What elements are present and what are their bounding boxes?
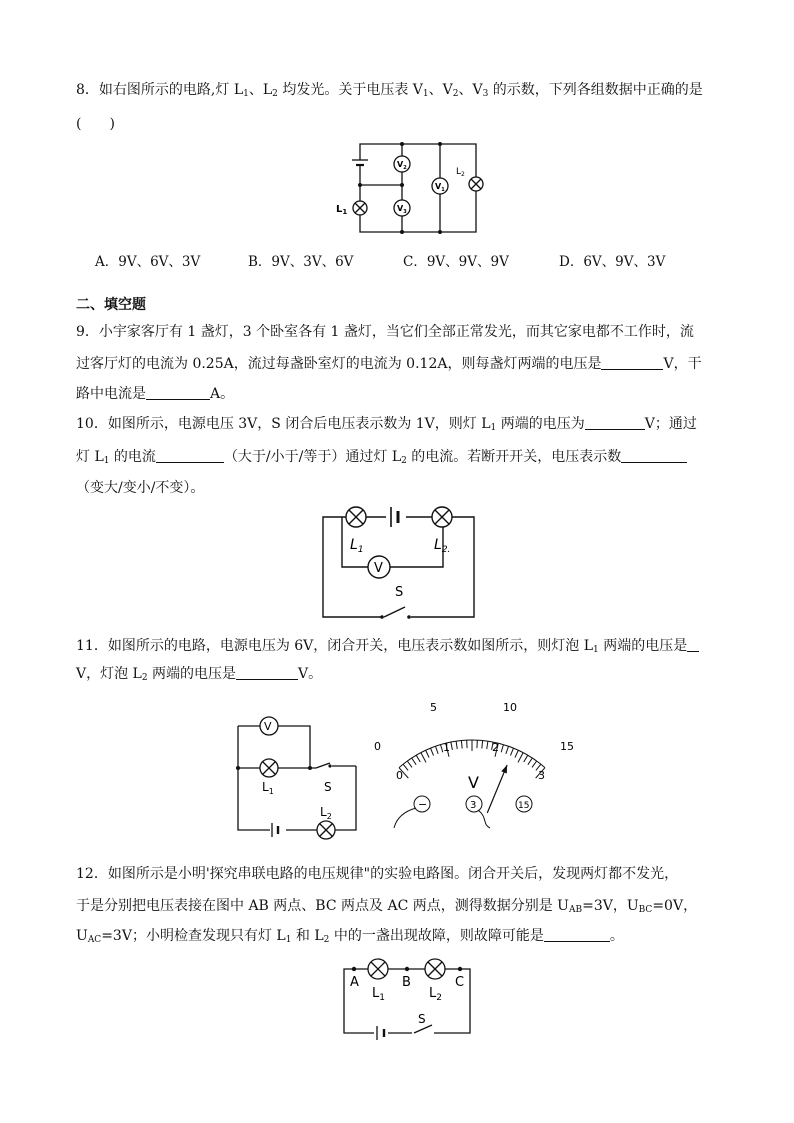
meter-tick	[501, 745, 503, 753]
q10-blank-meter-change[interactable]	[621, 448, 687, 463]
q10-label-l2: $L_{2.}$	[434, 537, 451, 555]
q8-meter-v1: $V_1$	[435, 182, 445, 193]
meter-needle-arrow	[501, 765, 507, 774]
meter-tick	[487, 741, 488, 749]
q9-line-2: 过客厅灯的电流为 0.25A，流过每盏卧室灯的电流为 0.12A，则每盏灯两端的电压是 V，干	[76, 356, 702, 372]
meter-tick	[451, 742, 453, 750]
q10-line-2: 灯 $L_1$ 的电流 （大于/小于/等于）通过灯 $L_2$ 的电流。若断开开关，电压表示数	[76, 447, 687, 471]
meter-tick	[416, 755, 420, 762]
q9-blank-voltage[interactable]	[601, 355, 663, 370]
terminal-negative: −	[418, 798, 428, 811]
meter-tick	[524, 755, 528, 762]
q8-meter-v2: $V_2$	[397, 160, 407, 171]
q10-line-3: （变大/变小/不变）。	[76, 480, 205, 496]
meter-bottom-label-0: 0	[396, 769, 403, 782]
q11-label-l1: $L_1$	[262, 780, 274, 796]
q11-line-1: 11．如图所示的电路，电源电压为 6V，闭合开关，电压表示数如图所示，则灯泡 $L_1$ 两端的电压是	[76, 636, 699, 660]
q8-line-1: 8．如右图所示的电路,灯 $L_1$、$L_2$ 均发光。关于电压表 $V_1$、$V_2$、$V_3$ 的示数，下列各组数据中正确的是	[76, 82, 703, 99]
meter-tick	[518, 753, 523, 763]
q10-meter-v: V	[374, 561, 383, 576]
q10-blank-voltage[interactable]	[585, 415, 645, 430]
q12-circuit-diagram	[340, 955, 476, 1039]
q12-label-l2: $L_2$	[429, 986, 442, 1003]
q8-option-a[interactable]: A．9V、6V、3V	[95, 254, 201, 270]
meter-top-label-0: 0	[374, 740, 381, 753]
q10-line-1: 10．如图所示，电源电压 3V，S 闭合后电压表示数为 1V，则灯 $L_1$ 两端的电压为 V；通过	[76, 416, 697, 433]
meter-bottom-label-2: 2	[492, 741, 499, 754]
q8-option-b[interactable]: B．9V、3V、6V	[248, 254, 354, 270]
meter-tick	[403, 764, 408, 770]
meter-tick	[407, 761, 412, 767]
q8-option-c[interactable]: C．9V、9V、9V	[403, 254, 509, 270]
q8-answer-bracket: ( )	[76, 116, 115, 132]
q8-circuit-diagram	[330, 136, 490, 246]
q9-line-1: 9．小宇家客厅有 1 盏灯，3 个卧室各有 1 盏灯，当它们全部正常发光，而其它家电都不工作时，流	[76, 324, 694, 340]
meter-tick	[421, 753, 426, 763]
q8-label-l1: $L_1$	[336, 204, 348, 216]
meter-top-label-10: 10	[503, 701, 517, 714]
meter-tick	[528, 758, 532, 765]
q12-label-switch: S	[418, 1012, 426, 1026]
terminal-3: 3	[470, 800, 477, 811]
meter-bottom-label-3: 3	[538, 769, 545, 782]
q8-option-d[interactable]: D．6V、9V、3V	[559, 254, 666, 270]
q12-point-a: A	[350, 975, 359, 990]
section-heading: 二、填空题	[76, 297, 146, 313]
q11-blank-l1-voltage[interactable]	[687, 637, 699, 652]
q12-line-2: 于是分别把电压表接在图中 AB 两点、BC 两点及 AC 两点，测得数据分别是 $U_{AB}=3V$，$U_{BC}=0V$，	[76, 898, 698, 915]
terminal-15: 15	[518, 801, 530, 811]
q12-line-1: 12．如图所示是小明'探究串联电路的电压规律"的实验电路图。闭合开关后，发现两灯都不发光，	[76, 866, 679, 882]
meter-bottom-label-1: 1	[443, 741, 450, 754]
q10-label-l1: $L_1$	[350, 537, 364, 555]
meter-tick	[412, 758, 416, 765]
q8-meter-v3: $V_3$	[397, 204, 407, 215]
q11-blank-l2-voltage[interactable]	[236, 665, 298, 680]
meter-tick	[426, 750, 429, 757]
q11-label-switch: S	[324, 780, 332, 794]
q11-line-2: V，灯泡 $L_2$ 两端的电压是 V。	[76, 666, 323, 683]
q12-blank-fault[interactable]	[544, 927, 610, 942]
q10-circuit-diagram	[318, 505, 480, 623]
meter-tick	[510, 748, 513, 755]
meter-tick	[532, 761, 537, 767]
q12-point-c: C	[455, 975, 465, 990]
meter-unit-label: V	[468, 773, 479, 792]
q10-label-switch: S	[395, 585, 404, 600]
q9-line-3: 路中电流是 A。	[76, 386, 235, 402]
q12-label-l1: $L_1$	[372, 986, 385, 1003]
q12-point-b: B	[402, 975, 411, 990]
q10-blank-current-compare[interactable]	[156, 448, 224, 463]
q9-blank-current[interactable]	[146, 385, 210, 400]
meter-tick	[515, 750, 518, 757]
q11-meter-v: V	[264, 720, 272, 733]
meter-tick	[461, 741, 462, 749]
q11-label-l2: $L_2$	[320, 805, 332, 821]
meter-top-label-5: 5	[430, 701, 437, 714]
q12-line-3: $U_{AC}=3V$；小明检查发现只有灯 $L_1$ 和 $L_2$ 中的一盏出现故障，则故障可能是 。	[76, 928, 624, 945]
q11-circuit-diagram	[232, 714, 372, 834]
meter-tick	[506, 746, 509, 754]
meter-tick	[435, 746, 438, 754]
q11-voltmeter-dial	[372, 700, 572, 830]
meter-top-label-15: 15	[560, 740, 574, 753]
meter-tick	[431, 748, 434, 755]
q8-label-l2: $L_2$	[456, 167, 465, 178]
meter-tick	[482, 741, 483, 749]
meter-tick	[456, 741, 457, 749]
